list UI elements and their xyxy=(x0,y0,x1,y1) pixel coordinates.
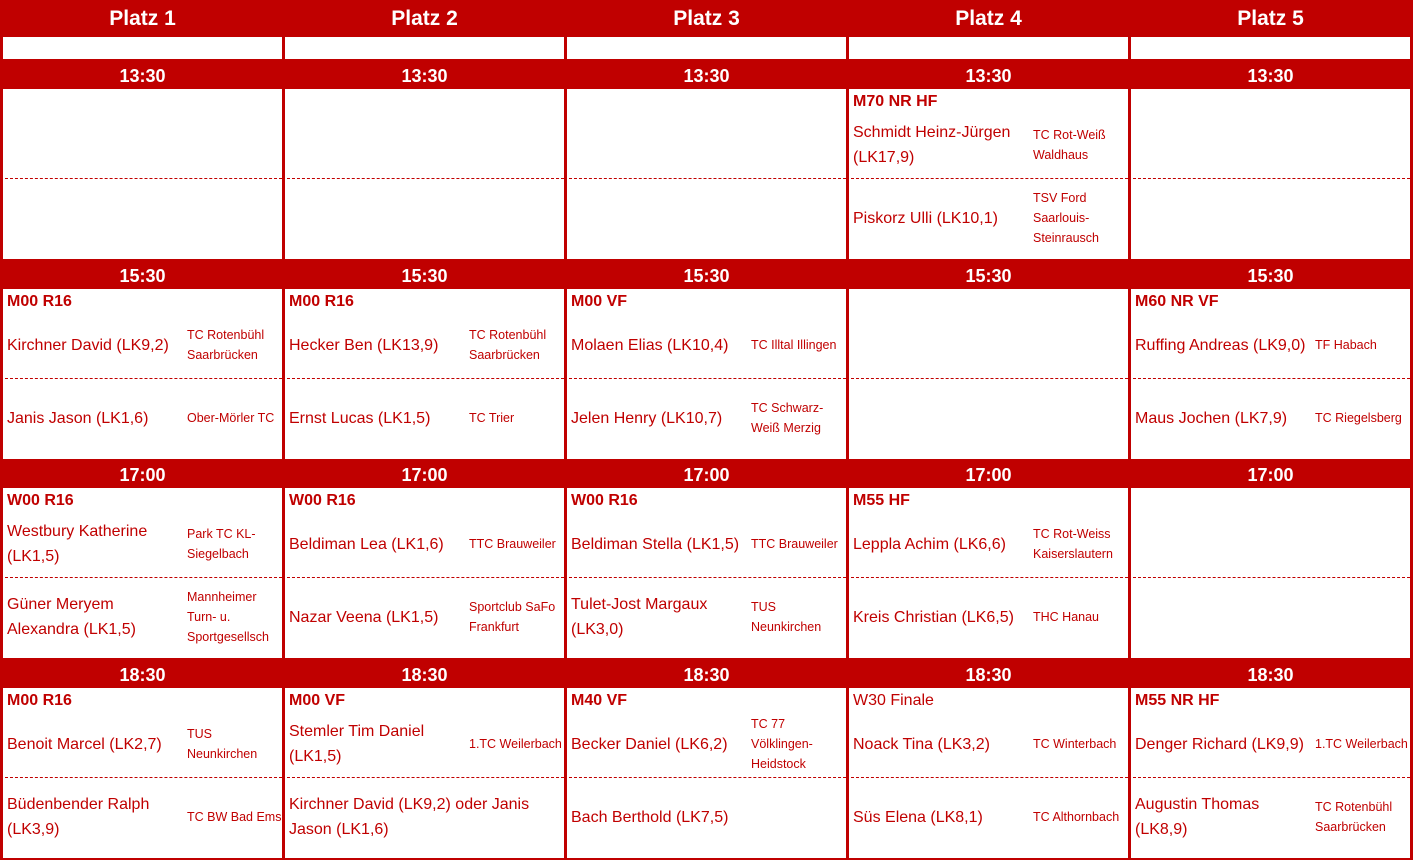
player-1-name-text: Stemler Tim Daniel (LK1,5) xyxy=(289,723,425,765)
player-1-club xyxy=(1033,313,1128,377)
match-card xyxy=(849,688,1128,858)
player-1-club-text: TC Rot-Weiss Kaiserslautern xyxy=(1033,527,1113,561)
competition-label: M70 NR HF xyxy=(853,93,938,110)
player-1-name-text: Noack Tina (LK3,2) xyxy=(853,735,990,753)
player-1-name-text: Denger Richard (LK9,9) xyxy=(1135,735,1304,753)
player-divider xyxy=(569,777,846,778)
player-2-club-text: TC Rotenbühl Saarbrücken xyxy=(1315,800,1393,834)
match-card xyxy=(849,289,1128,459)
time-slot xyxy=(567,261,846,459)
player-1-club xyxy=(1315,113,1410,177)
competition-label: W00 R16 xyxy=(289,492,356,509)
slot-time: 15:30 xyxy=(119,266,166,286)
slot-time: 13:30 xyxy=(1247,66,1294,86)
player-2-name xyxy=(1135,180,1313,256)
player-1-club xyxy=(469,113,564,177)
time-slot xyxy=(1131,660,1410,858)
court-spacer xyxy=(849,37,1128,59)
player-2-club xyxy=(469,180,564,256)
match-card xyxy=(3,488,282,658)
player-2-club-text: TC Althornbach xyxy=(1033,810,1120,824)
player-divider xyxy=(1133,178,1410,179)
player-2-name-text: Maus Jochen (LK7,9) xyxy=(1135,409,1288,427)
court-column xyxy=(567,0,846,860)
player-1-club xyxy=(1033,512,1128,576)
competition-label: M40 VF xyxy=(571,692,628,709)
player-1-club xyxy=(1315,512,1410,576)
player-1-name-text: Kirchner David (LK9,2) xyxy=(7,336,169,354)
player-1-club xyxy=(187,113,282,177)
player-1-name xyxy=(289,113,467,177)
slot-time: 15:30 xyxy=(401,266,448,286)
slot-time: 15:30 xyxy=(965,266,1012,286)
player-2-club xyxy=(187,579,282,655)
player-divider xyxy=(287,577,564,578)
court-header: Platz 3 xyxy=(673,7,740,30)
competition-label: W30 Finale xyxy=(853,692,934,709)
player-1-club-text: TC Rot-Weiß Waldhaus xyxy=(1033,128,1106,162)
competition-label: M55 NR HF xyxy=(1135,692,1220,709)
player-2-name-text: Büdenbender Ralph (LK3,9) xyxy=(7,796,150,838)
court-spacer xyxy=(1131,37,1410,59)
match-card xyxy=(3,289,282,459)
time-slot xyxy=(285,460,564,658)
match-card xyxy=(1131,289,1410,459)
player-1-club-text: TC Illtal Illingen xyxy=(751,338,837,352)
player-2-name-text: Güner Meryem Alexandra (LK1,5) xyxy=(7,596,136,638)
match-card xyxy=(1131,89,1410,259)
competition-label: W00 R16 xyxy=(7,492,74,509)
player-1-name-text: Leppla Achim (LK6,6) xyxy=(853,535,1006,553)
player-1-club xyxy=(751,712,846,776)
player-2-name-text: Piskorz Ulli (LK10,1) xyxy=(853,209,998,227)
player-divider xyxy=(851,378,1128,379)
player-2-club xyxy=(187,779,282,855)
player-1-name xyxy=(853,313,1031,377)
slot-time: 18:30 xyxy=(1247,665,1294,685)
player-1-club-text: TC 77 Völklingen-Heidstock xyxy=(751,717,813,771)
player-1-name-text: Benoit Marcel (LK2,7) xyxy=(7,735,162,753)
slot-time: 15:30 xyxy=(1247,266,1294,286)
time-slot xyxy=(567,660,846,858)
time-slot xyxy=(3,261,282,459)
player-divider xyxy=(287,777,564,778)
player-1-name xyxy=(853,113,1031,177)
court-header: Platz 2 xyxy=(391,7,458,30)
player-2-club-text: Mannheimer Turn- u. Sportgesellsch xyxy=(187,590,269,644)
player-2-name-text: Süs Elena (LK8,1) xyxy=(853,808,983,826)
court-header: Platz 1 xyxy=(109,7,176,30)
match-card xyxy=(567,688,846,858)
player-2-name xyxy=(7,180,185,256)
player-2-club-text: THC Hanau xyxy=(1033,610,1099,624)
time-slot xyxy=(285,61,564,259)
player-2-name xyxy=(7,380,185,456)
court-column xyxy=(849,0,1128,860)
player-1-name xyxy=(1135,512,1313,576)
player-2-club-text: TC Trier xyxy=(469,411,515,425)
player-2-club xyxy=(469,579,564,655)
slot-time: 15:30 xyxy=(683,266,730,286)
slot-time: 18:30 xyxy=(683,665,730,685)
player-1-club-text: TC Winterbach xyxy=(1033,737,1117,751)
player-1-club xyxy=(1033,113,1128,177)
match-card xyxy=(849,89,1128,259)
player-1-club-text: TC Rotenbühl Saarbrücken xyxy=(469,328,547,362)
player-1-name xyxy=(7,512,185,576)
player-1-club xyxy=(187,512,282,576)
court-spacer xyxy=(567,37,846,59)
player-divider xyxy=(1133,577,1410,578)
player-divider xyxy=(287,178,564,179)
player-2-club xyxy=(187,380,282,456)
match-card xyxy=(1131,688,1410,858)
player-2-club xyxy=(751,380,846,456)
player-1-club xyxy=(1315,712,1410,776)
player-2-name-text: Tulet-Jost Margaux (LK3,0) xyxy=(571,596,708,638)
player-1-name xyxy=(7,712,185,776)
player-1-club xyxy=(187,712,282,776)
player-2-club xyxy=(1033,779,1128,855)
player-1-club xyxy=(751,113,846,177)
player-2-name-text: Janis Jason (LK1,6) xyxy=(7,409,149,427)
slot-time: 17:00 xyxy=(1247,465,1294,485)
player-1-name xyxy=(289,512,467,576)
time-slot xyxy=(1131,261,1410,459)
player-1-name xyxy=(1135,113,1313,177)
player-1-name xyxy=(571,512,749,576)
player-1-club xyxy=(751,313,846,377)
time-slot xyxy=(849,261,1128,459)
time-slot xyxy=(285,660,564,858)
player-2-name xyxy=(1135,380,1313,456)
time-slot xyxy=(3,460,282,658)
player-1-club xyxy=(1033,712,1128,776)
player-2-name xyxy=(289,380,467,456)
player-1-club xyxy=(187,313,282,377)
time-slot xyxy=(567,460,846,658)
player-2-name xyxy=(571,579,749,655)
court-column xyxy=(1131,0,1410,860)
player-2-club xyxy=(187,180,282,256)
player-2-name-text: Ernst Lucas (LK1,5) xyxy=(289,409,431,427)
player-1-name xyxy=(853,512,1031,576)
player-2-name xyxy=(571,380,749,456)
player-2-name-text: Bach Berthold (LK7,5) xyxy=(571,808,729,826)
player-2-name xyxy=(853,779,1031,855)
slot-time: 18:30 xyxy=(965,665,1012,685)
player-1-club xyxy=(751,512,846,576)
competition-label: M00 R16 xyxy=(289,293,354,310)
match-card xyxy=(3,89,282,259)
competition-label: M00 R16 xyxy=(7,692,72,709)
player-1-name-text: Ruffing Andreas (LK9,0) xyxy=(1135,336,1306,354)
player-2-club xyxy=(1315,380,1410,456)
player-1-name xyxy=(1135,313,1313,377)
player-divider xyxy=(1133,378,1410,379)
player-1-name-text: Molaen Elias (LK10,4) xyxy=(571,336,729,354)
player-1-club-text: TC Rotenbühl Saarbrücken xyxy=(187,328,265,362)
player-1-name-text: Becker Daniel (LK6,2) xyxy=(571,735,728,753)
court-column xyxy=(3,0,282,860)
competition-label: W00 R16 xyxy=(571,492,638,509)
player-2-club-text: TC Schwarz-Weiß Merzig xyxy=(751,401,824,435)
player-2-name xyxy=(289,180,467,256)
player-2-name xyxy=(289,579,467,655)
player-divider xyxy=(5,378,282,379)
slot-time: 17:00 xyxy=(683,465,730,485)
player-divider xyxy=(569,378,846,379)
player-1-name-text: Westbury Katherine (LK1,5) xyxy=(7,523,148,565)
player-2-name xyxy=(7,579,185,655)
player-1-name xyxy=(289,313,467,377)
slot-time: 17:00 xyxy=(965,465,1012,485)
player-1-name xyxy=(7,113,185,177)
player-2-name xyxy=(853,380,1031,456)
player-1-club xyxy=(469,712,564,776)
player-divider xyxy=(5,178,282,179)
player-1-club-text: TTC Brauweiler xyxy=(469,537,556,551)
player-2-name xyxy=(1135,779,1313,855)
player-1-name-text: Schmidt Heinz-Jürgen (LK17,9) xyxy=(853,124,1011,166)
player-1-club-text: TUS Neunkirchen xyxy=(187,727,258,761)
slot-time: 13:30 xyxy=(119,66,166,86)
player-2-club xyxy=(751,579,846,655)
player-2-name xyxy=(853,180,1031,256)
player-1-club-text: 1.TC Weilerbach xyxy=(1315,737,1408,751)
player-2-name-text: Nazar Veena (LK1,5) xyxy=(289,608,439,626)
slot-time: 13:30 xyxy=(965,66,1012,86)
time-slot xyxy=(849,460,1128,658)
player-1-club-text: 1.TC Weilerbach xyxy=(469,737,562,751)
player-1-name-text: Beldiman Stella (LK1,5) xyxy=(571,535,740,553)
player-2-club xyxy=(751,779,846,855)
player-1-club xyxy=(1315,313,1410,377)
slot-time: 13:30 xyxy=(401,66,448,86)
match-card xyxy=(849,488,1128,658)
court-header: Platz 5 xyxy=(1237,7,1304,30)
time-slot xyxy=(285,261,564,459)
player-2-name-text: Augustin Thomas (LK8,9) xyxy=(1135,796,1260,838)
court-column xyxy=(285,0,564,860)
player-divider xyxy=(569,577,846,578)
time-slot xyxy=(3,61,282,259)
player-2-name xyxy=(7,779,185,855)
player-1-club-text: TTC Brauweiler xyxy=(751,537,838,551)
match-card xyxy=(285,89,564,259)
player-2-club xyxy=(469,779,564,855)
court-spacer xyxy=(285,37,564,59)
player-2-club xyxy=(1033,380,1128,456)
player-2-name-text: Kirchner David (LK9,2) oder Janis Jason (LK1,6) xyxy=(289,796,530,838)
player-2-club-text: TC BW Bad Ems xyxy=(187,810,282,824)
slot-time: 18:30 xyxy=(119,665,166,685)
player-2-name xyxy=(571,180,749,256)
competition-label: M55 HF xyxy=(853,492,910,509)
player-divider xyxy=(851,577,1128,578)
match-card xyxy=(285,488,564,658)
player-divider xyxy=(1133,777,1410,778)
slot-time: 17:00 xyxy=(401,465,448,485)
player-1-club-text: TF Habach xyxy=(1315,338,1377,352)
slot-time: 17:00 xyxy=(119,465,166,485)
player-2-name xyxy=(1135,579,1313,655)
player-1-name xyxy=(1135,712,1313,776)
match-card xyxy=(567,488,846,658)
player-1-name xyxy=(7,313,185,377)
player-2-club xyxy=(1033,579,1128,655)
player-1-name-text: Hecker Ben (LK13,9) xyxy=(289,336,439,354)
match-card xyxy=(567,89,846,259)
player-1-name xyxy=(853,712,1031,776)
player-1-name xyxy=(571,313,749,377)
court-header: Platz 4 xyxy=(955,7,1022,30)
player-2-club-text: TSV Ford Saarlouis-Steinrausch xyxy=(1033,191,1100,245)
player-2-club xyxy=(1033,180,1128,256)
player-2-club-text: Sportclub SaFo Frankfurt xyxy=(469,600,556,634)
player-2-club-text: TC Riegelsberg xyxy=(1315,411,1402,425)
player-2-club xyxy=(1315,579,1410,655)
player-2-club xyxy=(751,180,846,256)
match-card xyxy=(285,688,564,858)
player-2-club xyxy=(1315,779,1410,855)
player-divider xyxy=(287,378,564,379)
player-2-name xyxy=(853,579,1031,655)
match-card xyxy=(567,289,846,459)
time-slot xyxy=(849,660,1128,858)
player-2-club xyxy=(1315,180,1410,256)
time-slot xyxy=(3,660,282,858)
slot-time: 18:30 xyxy=(401,665,448,685)
player-2-club-text: TUS Neunkirchen xyxy=(751,600,822,634)
time-slot xyxy=(567,61,846,259)
competition-label: M00 VF xyxy=(571,293,628,310)
player-2-club-text: Ober-Mörler TC xyxy=(187,411,275,425)
court-spacer xyxy=(3,37,282,59)
player-2-name xyxy=(571,779,749,855)
competition-label: M60 NR VF xyxy=(1135,293,1219,310)
player-1-club xyxy=(469,313,564,377)
match-card xyxy=(285,289,564,459)
player-divider xyxy=(5,777,282,778)
match-card xyxy=(1131,488,1410,658)
competition-label: M00 VF xyxy=(289,692,346,709)
player-divider xyxy=(851,777,1128,778)
player-1-name xyxy=(571,113,749,177)
player-1-name xyxy=(289,712,467,776)
time-slot xyxy=(849,61,1128,259)
player-2-name-text: Jelen Henry (LK10,7) xyxy=(571,409,723,427)
time-slot xyxy=(1131,460,1410,658)
player-divider xyxy=(5,577,282,578)
player-1-name xyxy=(571,712,749,776)
player-2-name-text: Kreis Christian (LK6,5) xyxy=(853,608,1014,626)
time-slot xyxy=(1131,61,1410,259)
player-divider xyxy=(569,178,846,179)
player-divider xyxy=(851,178,1128,179)
player-1-club xyxy=(469,512,564,576)
player-2-club xyxy=(469,380,564,456)
player-1-club-text: Park TC KL-Siegelbach xyxy=(187,527,256,561)
match-card xyxy=(3,688,282,858)
competition-label: M00 R16 xyxy=(7,293,72,310)
player-1-name-text: Beldiman Lea (LK1,6) xyxy=(289,535,444,553)
slot-time: 13:30 xyxy=(683,66,730,86)
